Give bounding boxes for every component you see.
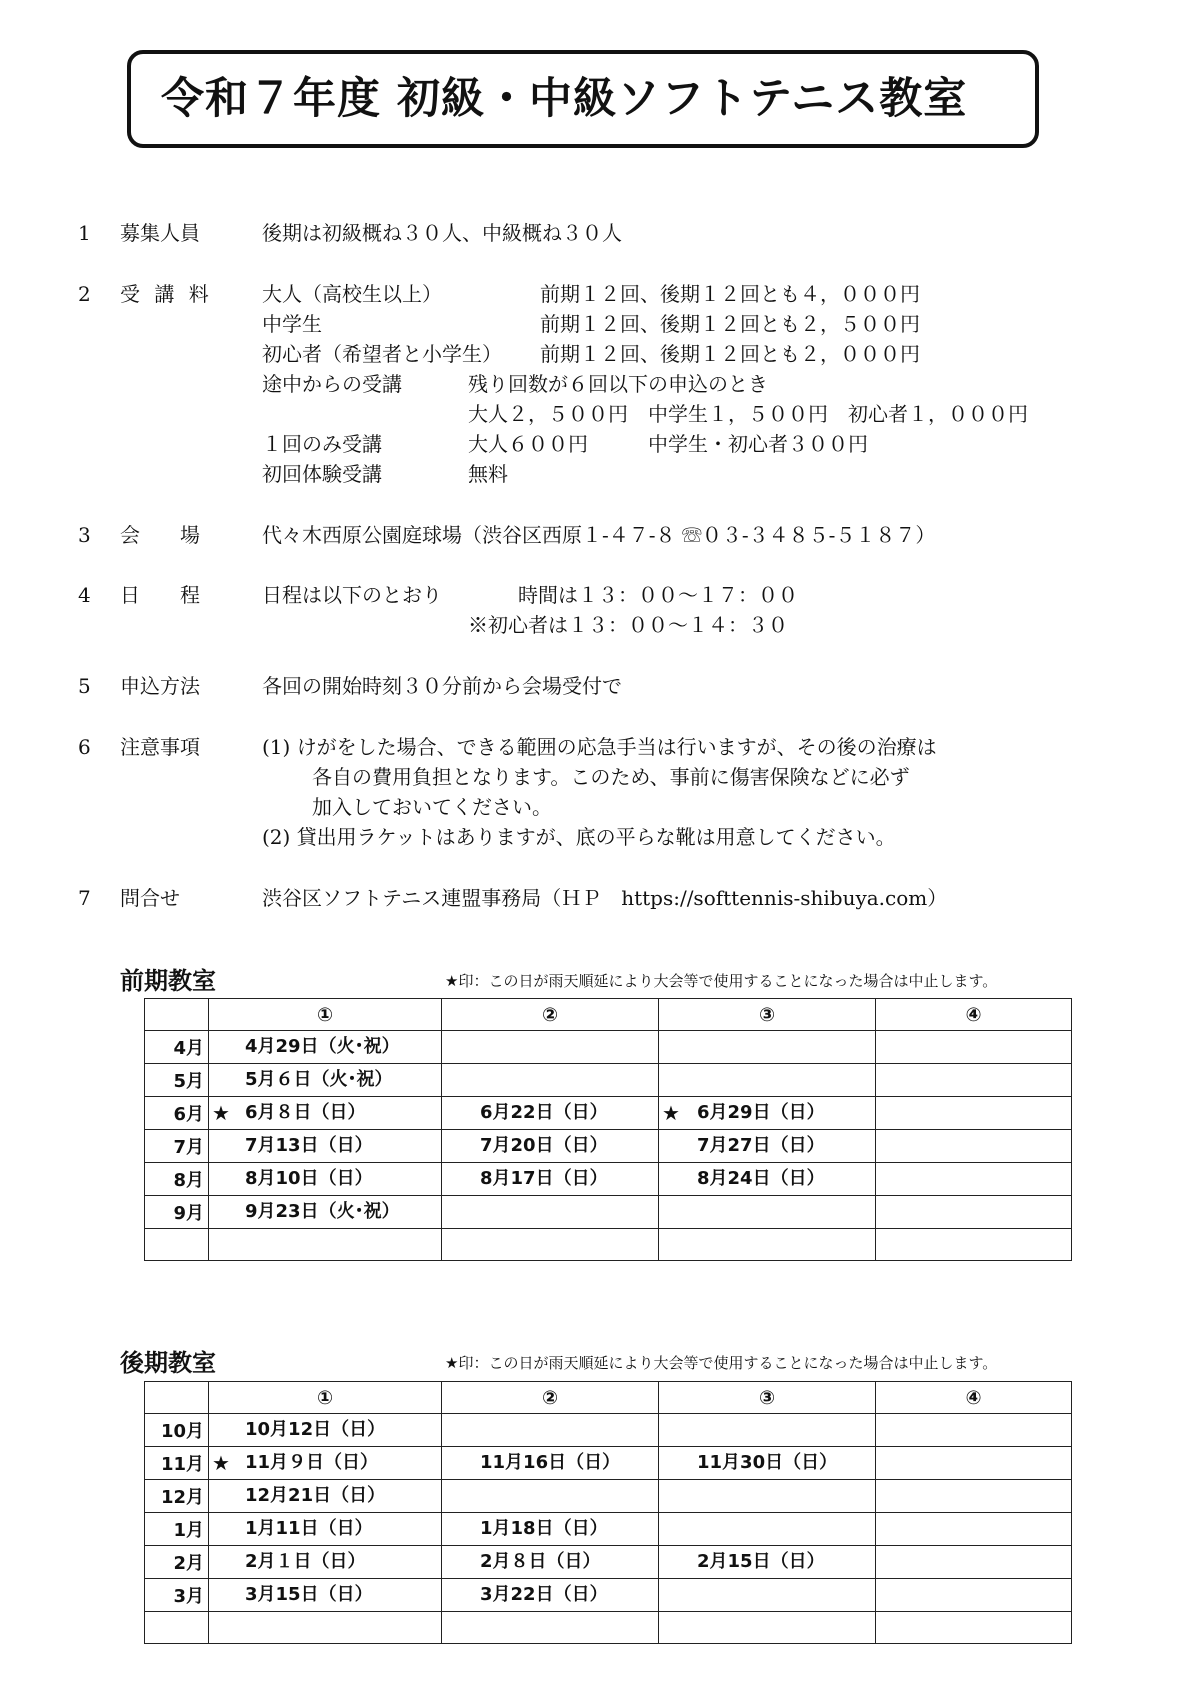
date-text: 6月22日（日） (480, 1102, 608, 1123)
date-cell (876, 1480, 1072, 1513)
star-icon: ★ (212, 1451, 230, 1475)
date-cell (659, 1229, 876, 1261)
second-term-heading: 後期教室 (120, 1349, 216, 1377)
date-cell (876, 1229, 1072, 1261)
date-cell (876, 1130, 1072, 1163)
date-text: 2月１日（日） (245, 1551, 366, 1572)
date-text: 9月23日（火･祝） (245, 1201, 400, 1222)
second-term-table (144, 1381, 1072, 1644)
column-header: ③ (659, 1382, 876, 1414)
table-row (145, 1097, 1072, 1130)
table-row (145, 1480, 1072, 1513)
schedule-text: 日程は以下のとおり (262, 583, 442, 607)
table-row (145, 1196, 1072, 1229)
date-text: 11月９日（日） (245, 1452, 379, 1473)
table-row (145, 1163, 1072, 1196)
schedule-time: 時間は１３：００～１７：００ (518, 583, 798, 607)
date-cell (876, 1579, 1072, 1612)
date-cell (876, 1612, 1072, 1644)
date-cell (659, 1612, 876, 1644)
date-cell (442, 1064, 659, 1097)
month-cell: 4月 (145, 1031, 209, 1064)
date-cell (876, 1163, 1072, 1196)
apply-text: 各回の開始時刻３０分前から会場受付で (262, 674, 622, 698)
item-number: 6 (78, 735, 91, 759)
date-text: 3月22日（日） (480, 1584, 608, 1605)
item-number: 4 (78, 583, 91, 607)
date-cell (659, 1546, 876, 1579)
date-text: 10月12日（日） (245, 1419, 386, 1440)
star-icon: ★ (212, 1101, 230, 1125)
first-term-note: ★印：この日が雨天順延により大会等で使用することになった場合は中止します。 (445, 972, 998, 990)
item-number: 1 (78, 221, 91, 245)
table-row (145, 1031, 1072, 1064)
date-cell (209, 1064, 442, 1097)
column-header (145, 999, 209, 1031)
date-cell (442, 1447, 659, 1480)
date-cell (209, 1229, 442, 1261)
first-term-heading: 前期教室 (120, 967, 216, 995)
phone-icon: ☏ (681, 523, 702, 547)
date-text: 11月30日（日） (697, 1452, 838, 1473)
fee-detail: 大人６００円 中学生・初心者３００円 (468, 432, 868, 456)
item-number: 7 (78, 886, 91, 910)
schedule-time-note: ※初心者は１３：００～１４：３０ (468, 613, 788, 637)
date-text: 4月29日（火･祝） (245, 1036, 400, 1057)
date-cell (659, 1031, 876, 1064)
date-cell (209, 1130, 442, 1163)
first-term-table (144, 998, 1072, 1261)
column-header: ① (209, 999, 442, 1031)
fee-detail: 残り回数が６回以下の申込のとき (468, 372, 768, 396)
date-cell (876, 1513, 1072, 1546)
date-cell (442, 1196, 659, 1229)
table-row (145, 1612, 1072, 1644)
table-row (145, 1414, 1072, 1447)
notes-line: (1) けがをした場合、できる範囲の応急手当は行いますが、その後の治療は (262, 735, 937, 759)
date-cell (876, 1447, 1072, 1480)
date-text: 2月15日（日） (697, 1551, 825, 1572)
date-cell (442, 1414, 659, 1447)
table-row (145, 1546, 1072, 1579)
item-number: 3 (78, 523, 91, 547)
table-row (145, 1447, 1072, 1480)
table-header-row (145, 1382, 1072, 1414)
month-cell: 6月 (145, 1097, 209, 1130)
month-cell: 10月 (145, 1414, 209, 1447)
date-cell (659, 1447, 876, 1480)
item-label-venue: 会 場 (120, 523, 200, 547)
column-header: ④ (876, 999, 1072, 1031)
fee-category: 中学生 (262, 312, 322, 336)
item-label-fee: 受 講 料 (120, 282, 213, 306)
date-cell (209, 1612, 442, 1644)
item-number: 5 (78, 674, 91, 698)
month-cell: 7月 (145, 1130, 209, 1163)
column-header: ② (442, 1382, 659, 1414)
table-header-row (145, 999, 1072, 1031)
date-cell (442, 1163, 659, 1196)
fee-detail: 前期１２回、後期１２回とも２，５００円 (540, 312, 920, 336)
date-text: 8月24日（日） (697, 1168, 825, 1189)
item-text-recruitment: 後期は初級概ね３０人、中級概ね３０人 (262, 221, 622, 245)
date-cell (876, 1097, 1072, 1130)
date-cell (659, 1064, 876, 1097)
table-row (145, 1130, 1072, 1163)
date-cell (876, 1414, 1072, 1447)
column-header: ④ (876, 1382, 1072, 1414)
date-cell (442, 1579, 659, 1612)
date-cell (876, 1196, 1072, 1229)
item-label-schedule: 日 程 (120, 583, 200, 607)
venue-address: 代々木西原公園庭球場（渋谷区西原１-４７-８ (262, 523, 676, 547)
item-label-apply: 申込方法 (120, 674, 200, 698)
fee-category: １回のみ受講 (262, 432, 382, 456)
month-cell: 11月 (145, 1447, 209, 1480)
month-cell: 5月 (145, 1064, 209, 1097)
date-cell (442, 1612, 659, 1644)
date-cell (442, 1130, 659, 1163)
date-cell (876, 1064, 1072, 1097)
fee-category: 大人（高校生以上） (262, 282, 442, 306)
date-text: 5月６日（火･祝） (245, 1069, 393, 1090)
date-cell (659, 1579, 876, 1612)
date-text: 6月29日（日） (697, 1102, 825, 1123)
contact-text: 渋谷区ソフトテニス連盟事務局（ＨＰ https://softtennis-shibuya.com） (262, 886, 948, 910)
date-cell (209, 1163, 442, 1196)
date-text: 1月18日（日） (480, 1518, 608, 1539)
date-cell (209, 1097, 442, 1130)
item-label-contact: 問合せ (120, 886, 180, 910)
fee-detail: 大人２，５００円 中学生１，５００円 初心者１，０００円 (468, 402, 1028, 426)
date-cell (209, 1513, 442, 1546)
date-text: 6月８日（日） (245, 1102, 366, 1123)
month-cell: 1月 (145, 1513, 209, 1546)
date-text: 2月８日（日） (480, 1551, 601, 1572)
date-cell (209, 1579, 442, 1612)
table-row (145, 1513, 1072, 1546)
second-term-note: ★印：この日が雨天順延により大会等で使用することになった場合は中止します。 (445, 1354, 998, 1372)
column-header: ② (442, 999, 659, 1031)
column-header: ③ (659, 999, 876, 1031)
fee-category: 初回体験受講 (262, 462, 382, 486)
date-cell (659, 1163, 876, 1196)
table-row (145, 1064, 1072, 1097)
table-row (145, 1579, 1072, 1612)
item-label-notes: 注意事項 (120, 735, 200, 759)
date-text: 3月15日（日） (245, 1584, 373, 1605)
column-header (145, 1382, 209, 1414)
date-cell (209, 1447, 442, 1480)
date-text: 8月17日（日） (480, 1168, 608, 1189)
month-cell: 8月 (145, 1163, 209, 1196)
date-cell (442, 1480, 659, 1513)
month-cell (145, 1229, 209, 1261)
month-cell: 12月 (145, 1480, 209, 1513)
date-cell (209, 1480, 442, 1513)
month-cell (145, 1612, 209, 1644)
notes-line: 加入しておいてください。 (312, 795, 552, 819)
column-header: ① (209, 1382, 442, 1414)
date-cell (442, 1513, 659, 1546)
date-text: 11月16日（日） (480, 1452, 621, 1473)
date-cell (209, 1414, 442, 1447)
title-box (127, 50, 1039, 148)
month-cell: 2月 (145, 1546, 209, 1579)
month-cell: 9月 (145, 1196, 209, 1229)
fee-detail: 無料 (468, 462, 508, 486)
date-cell (442, 1031, 659, 1064)
item-label-recruitment: 募集人員 (120, 221, 200, 245)
date-cell (209, 1546, 442, 1579)
venue-text (262, 520, 935, 550)
date-cell (659, 1130, 876, 1163)
notes-line: (2) 貸出用ラケットはありますが、底の平らな靴は用意してください。 (262, 825, 896, 849)
fee-category: 途中からの受講 (262, 372, 402, 396)
table-row (145, 1229, 1072, 1261)
date-cell (876, 1031, 1072, 1064)
date-cell (442, 1097, 659, 1130)
date-cell (442, 1546, 659, 1579)
date-cell (659, 1513, 876, 1546)
fee-detail: 前期１２回、後期１２回とも２，０００円 (540, 342, 920, 366)
date-cell (876, 1546, 1072, 1579)
month-cell: 3月 (145, 1579, 209, 1612)
date-text: 7月27日（日） (697, 1135, 825, 1156)
date-cell (659, 1414, 876, 1447)
date-cell (659, 1097, 876, 1130)
star-icon: ★ (662, 1101, 680, 1125)
notes-line: 各自の費用負担となります。このため、事前に傷害保険などに必ず (312, 765, 910, 789)
date-cell (442, 1229, 659, 1261)
date-cell (209, 1196, 442, 1229)
date-text: 7月13日（日） (245, 1135, 373, 1156)
date-text: 8月10日（日） (245, 1168, 373, 1189)
page-title: 令和７年度 初級・中級ソフトテニス教室 (161, 74, 968, 124)
item-number: 2 (78, 282, 91, 306)
date-cell (659, 1196, 876, 1229)
fee-category: 初心者（希望者と小学生） (262, 342, 502, 366)
date-cell (209, 1031, 442, 1064)
venue-phone: ０３-３４８５-５１８７） (701, 523, 936, 547)
date-cell (659, 1480, 876, 1513)
fee-detail: 前期１２回、後期１２回とも４，０００円 (540, 282, 920, 306)
date-text: 1月11日（日） (245, 1518, 373, 1539)
date-text: 12月21日（日） (245, 1485, 386, 1506)
date-text: 7月20日（日） (480, 1135, 608, 1156)
